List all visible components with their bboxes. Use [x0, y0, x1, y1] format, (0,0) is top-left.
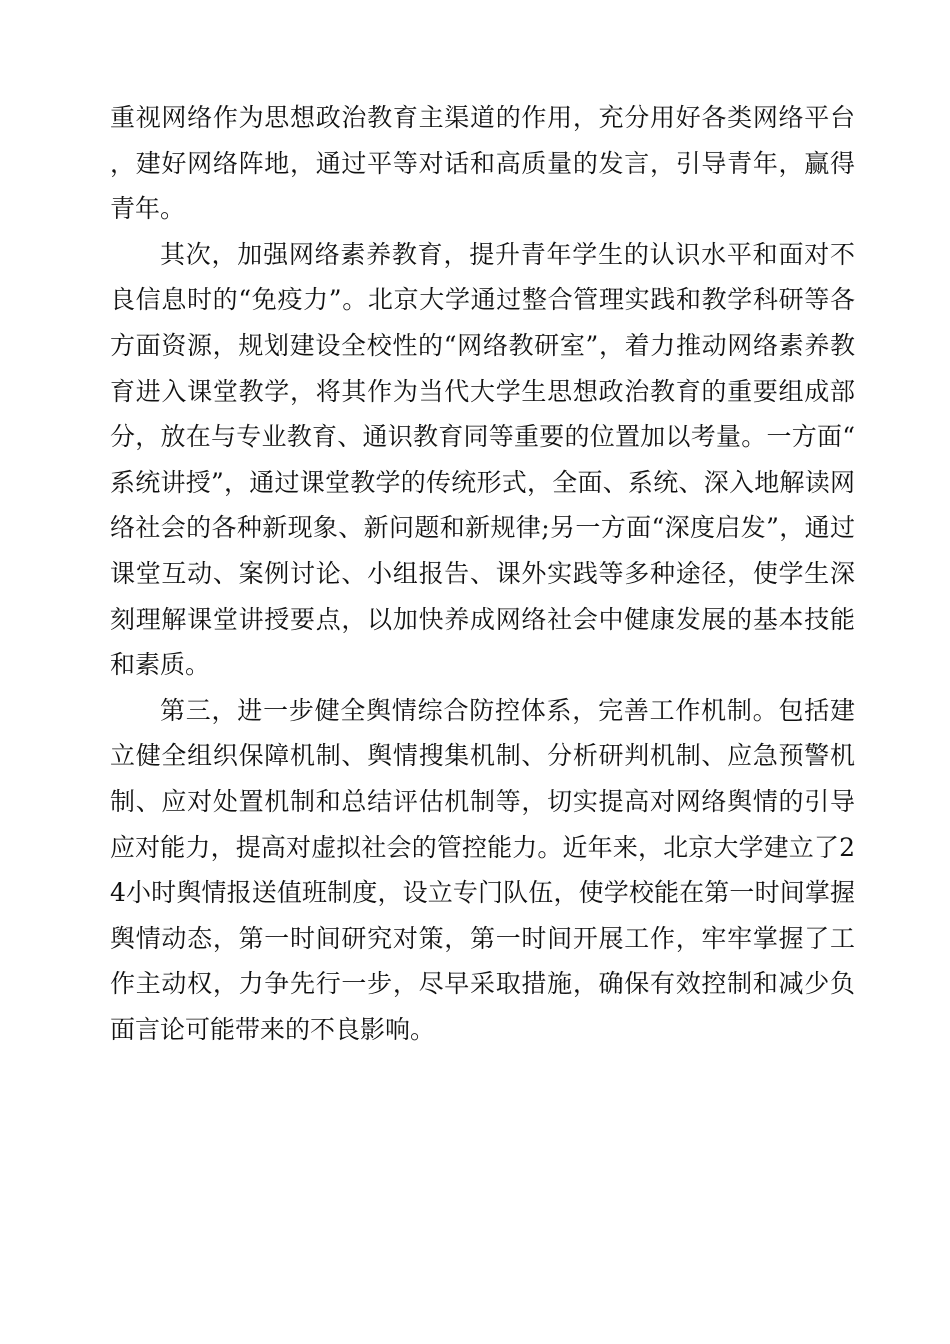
- paragraph-continuation: 重视网络作为思想政治教育主渠道的作用，充分用好各类网络平台，建好网络阵地，通过平等对话和高质量的发言，引导青年，赢得青年。: [110, 103, 855, 224]
- paragraph-network-literacy: 其次，加强网络素养教育，提升青年学生的认识水平和面对不良信息时的“免疫力”。北京大学通过整合管理实践和教学科研等各方面资源，规划建设全校性的“网络教研室”，着力推动网络素养教育进入课堂教学，将其作为当代大学生思想政治教育的重要组成部分，放在与专业教育、通识教育同等重要的位置加以考量。一方面“系统讲授”，通过课堂教学的传统形式，全面、系统、深入地解读网络社会的各种新现象、新问题和新规律;另一方面“深度启发”，通过课堂互动、案例讨论、小组报告、课外实践等多种途径，使学生深刻理解课堂讲授要点，以加快养成网络社会中健康发展的基本技能和素质。: [110, 239, 855, 680]
- paragraph-public-opinion-control: 第三，进一步健全舆情综合防控体系，完善工作机制。包括建立健全组织保障机制、舆情搜集机制、分析研判机制、应急预警机制、应对处置机制和总结评估机制等，切实提高对网络舆情的引导应对能力，提高对虚拟社会的管控能力。近年来，北京大学建立了24小时舆情报送值班制度，设立专门队伍，使学校能在第一时间掌握舆情动态，第一时间研究对策，第一时间开展工作，牢牢掌握了工作主动权，力争先行一步，尽早采取措施，确保有效控制和减少负面言论可能带来的不良影响。: [110, 695, 855, 1044]
- document-body: [110, 95, 855, 1052]
